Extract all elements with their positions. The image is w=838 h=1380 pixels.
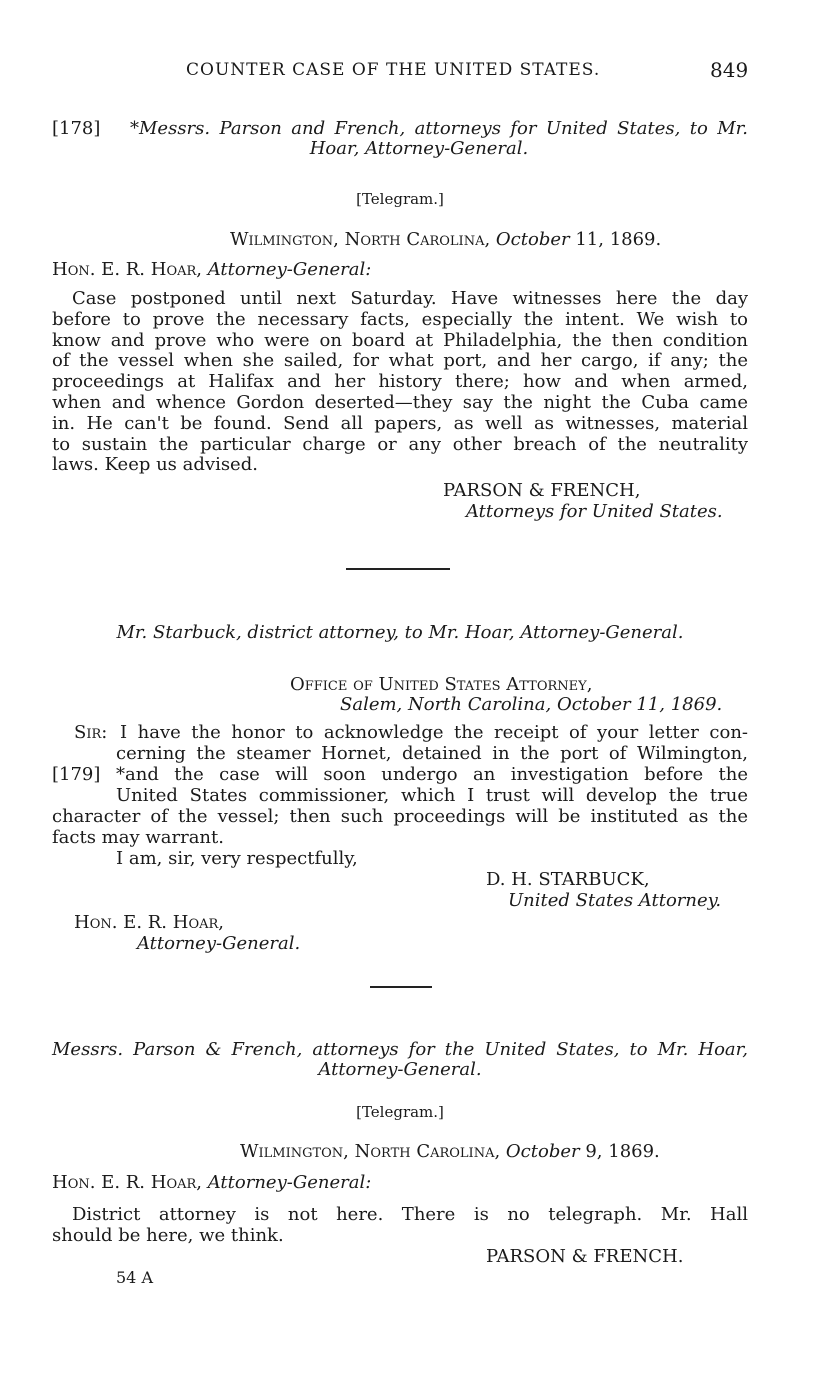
doc1-salutation-name: Hon. E. R. Hoar, [52,259,203,280]
doc2-addressee-title: Attorney-General. [137,933,301,954]
doc3-telegram-label: [Telegram.] [356,1103,444,1121]
doc1-body-line: know and prove who were on board at Philadelphia, the then condition [52,329,748,351]
doc2-salutation: Sir: [74,722,108,743]
doc1-signature: PARSON & FRENCH, [443,480,641,501]
section-divider [346,568,450,570]
doc1-body [52,289,748,476]
doc3-place: Wilmington, North Carolina, [240,1141,501,1162]
doc1-date-rest: 11, 1869. [575,229,662,250]
doc2-line4: United States commissioner, which I trust will develop the true [116,785,748,806]
doc2-line6: facts may warrant. [52,827,224,848]
doc3-signature: PARSON & FRENCH. [486,1246,684,1267]
doc2-line3: *and the case will soon undergo an investigation before the [116,764,748,785]
doc3-body-line: should be here, we think. [52,1224,284,1246]
doc3-heading-line2: Attorney-General. [318,1059,482,1080]
doc3-body-line: District attorney is not here. There is no telegraph. Mr. Hall [72,1204,748,1225]
section-divider [370,986,432,988]
doc3-date-month: October [505,1141,580,1162]
running-head: COUNTER CASE OF THE UNITED STATES. [186,60,601,80]
doc2-line1: I have the honor to acknowledge the receipt of your letter con- [120,722,748,743]
margin-marker-178: [178] [52,118,101,139]
doc1-body-line: laws. Keep us advised. [52,454,258,476]
doc1-signature-title: Attorneys for United States. [466,501,723,522]
doc3-date-rest: 9, 1869. [585,1141,660,1162]
doc1-heading-line1: *Messrs. Parson and French, attorneys for United States, to Mr. [130,118,748,139]
doc2-heading: Mr. Starbuck, district attorney, to Mr. Hoar, Attorney-General. [116,622,684,643]
doc3-salutation-title: Attorney-General: [207,1172,372,1193]
signature-mark: 54 A [116,1268,153,1287]
page-number: 849 [710,58,749,82]
doc1-dateline [230,229,661,250]
margin-marker-179: [179] [52,764,101,785]
doc2-line2: cerning the steamer Hornet, detained in the port of Wilmington, [116,743,748,764]
doc1-body-line: Case postponed until next Saturday. Have witnesses here the day [72,288,748,309]
doc2-closing: I am, sir, very respectfully, [116,848,358,869]
doc1-salutation [52,259,371,280]
doc1-body-line: in. He can't be found. Send all papers, as well as witnesses, material [52,412,748,434]
doc2-line5: character of the vessel; then such proceedings will be instituted as the [52,806,748,827]
doc1-place: Wilmington, North Carolina, [230,229,491,250]
doc1-body-line: before to prove the necessary facts, especially the intent. We wish to [52,308,748,330]
doc2-signature: D. H. STARBUCK, [486,869,650,890]
doc3-heading-line1: Messrs. Parson & French, attorneys for the United States, to Mr. Hoar, [52,1039,748,1060]
doc3-dateline [240,1141,660,1162]
doc1-date-month: October [495,229,570,250]
doc3-salutation [52,1172,371,1193]
doc3-body [52,1205,748,1247]
doc3-salutation-name: Hon. E. R. Hoar, [52,1172,203,1193]
doc2-signature-title: United States Attorney. [508,890,722,911]
doc1-salutation-title: Attorney-General: [207,259,372,280]
doc1-heading-line2: Hoar, Attorney-General. [309,138,529,159]
doc1-body-line: proceedings at Halifax and her history there; how and when armed, [52,371,748,393]
doc1-body-line: to sustain the particular charge or any other breach of the neutrality [52,433,748,455]
doc1-telegram-label: [Telegram.] [356,190,444,208]
doc2-office: Office of United States Attorney, [290,674,593,695]
doc1-body-line: of the vessel when she sailed, for what port, and her cargo, if any; the [52,350,748,372]
doc2-dateline: Salem, North Carolina, October 11, 1869. [340,694,723,715]
doc2-addressee-name: Hon. E. R. Hoar, [74,912,225,933]
doc1-body-line: when and whence Gordon deserted—they say the night the Cuba came [52,391,748,413]
